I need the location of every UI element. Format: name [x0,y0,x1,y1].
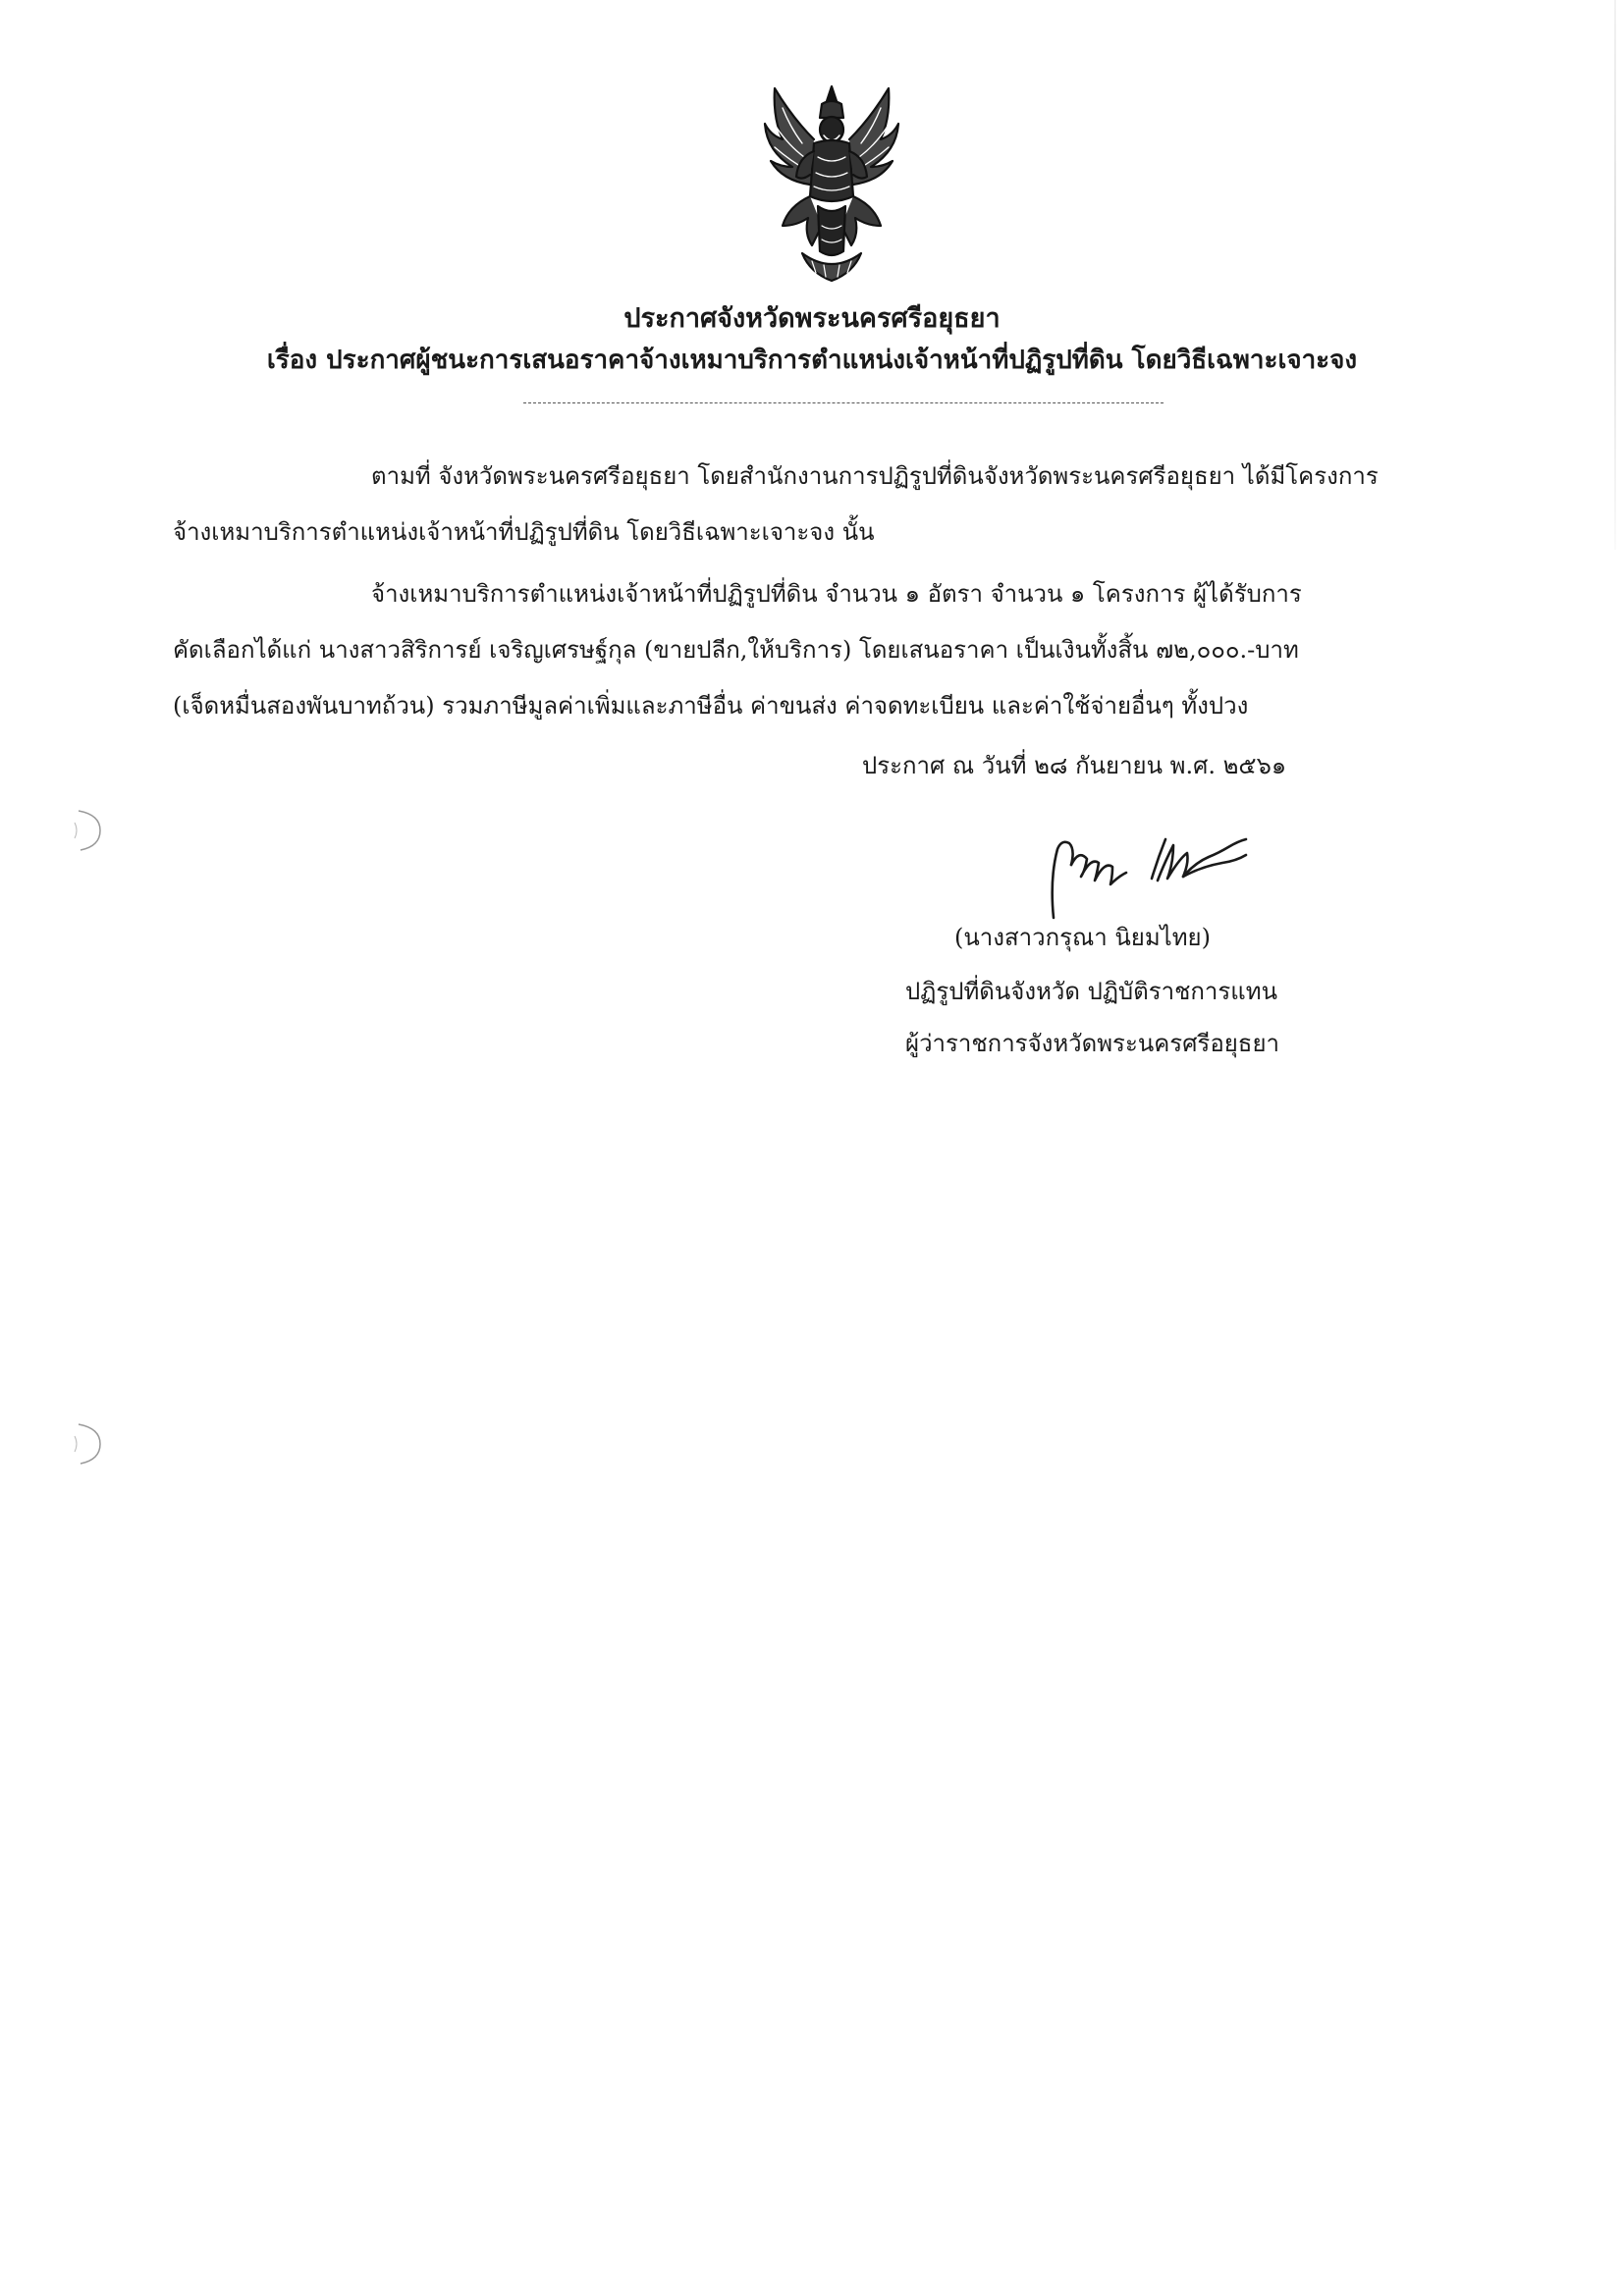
announcement-subject: เรื่อง ประกาศผู้ชนะการเสนอราคาจ้างเหมาบริการตำแหน่งเจ้าหน้าที่ปฏิรูปที่ดิน โดยวิธีเฉพาะเจาะจง [266,346,1358,375]
paragraph2-line3: (เจ็ดหมื่นสองพันบาทถ้วน) รวมภาษีมูลค่าเพิ่มและภาษีอื่น ค่าขนส่ง ค่าจดทะเบียน และค่าใช้จ่ายอื่นๆ ทั้งปวง [173,692,1249,720]
scan-edge-shadow [1614,0,1616,550]
paragraph1-line1: ตามที่ จังหวัดพระนครศรีอยุธยา โดยสำนักงานการปฏิรูปที่ดินจังหวัดพระนครศรีอยุธยา ได้มีโครงการ [371,462,1379,490]
paragraph1-line2: จ้างเหมาบริการตำแหน่งเจ้าหน้าที่ปฏิรูปที่ดิน โดยวิธีเฉพาะเจาะจง นั้น [173,518,875,546]
paragraph2-line2: คัดเลือกได้แก่ นางสาวสิริการย์ เจริญเศรษฐ์กุล (ขายปลีก,ให้บริการ) โดยเสนอราคา เป็นเงินทั้งสิ้น ๗๒,๐๐๐.-บาท [173,636,1299,664]
paragraph2-line1: จ้างเหมาบริการตำแหน่งเจ้าหน้าที่ปฏิรูปที่ดิน จำนวน ๑ อัตรา จำนวน ๑ โครงการ ผู้ได้รับการ [371,580,1302,608]
signer-position: ปฏิรูปที่ดินจังหวัด ปฏิบัติราชการแทน [905,978,1277,1005]
garuda-emblem-icon [753,79,910,285]
announcement-title: ประกาศจังหวัดพระนครศรีอยุธยา [623,303,1001,334]
signer-position-governor: ผู้ว่าราชการจังหวัดพระนครศรีอยุธยา [905,1030,1279,1057]
handwritten-signature [1036,820,1262,928]
divider-line [523,402,1164,403]
signer-name: (นางสาวกรุณา นิยมไทย) [954,924,1211,951]
punch-hole-mark [71,1418,110,1468]
announcement-date: ประกาศ ณ วันที่ ๒๘ กันยายน พ.ศ. ๒๕๖๑ [862,752,1287,779]
punch-hole-mark [71,805,110,854]
